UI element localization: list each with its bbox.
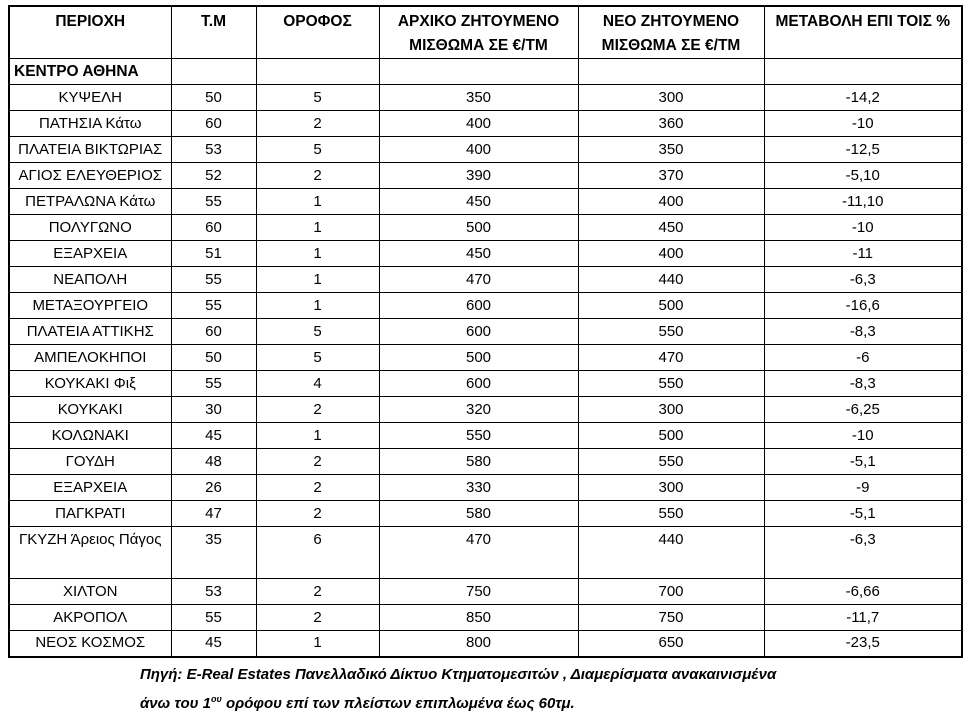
cell-area: ΕΞΑΡΧΕΙΑ (9, 475, 171, 501)
group-label: ΚΕΝΤΡΟ ΑΘΗΝΑ (9, 59, 171, 85)
cell-sqm: 52 (171, 163, 256, 189)
cell-new_rent: 360 (578, 111, 764, 137)
cell-sqm: 48 (171, 449, 256, 475)
cell-change_pct: -5,1 (764, 501, 962, 527)
cell-change_pct: -5,1 (764, 449, 962, 475)
cell-initial_rent: 580 (379, 449, 578, 475)
cell-sqm: 45 (171, 631, 256, 657)
cell-sqm: 55 (171, 189, 256, 215)
table-row (9, 85, 962, 111)
table-body (9, 59, 962, 657)
column-header: ΜΕΤΑΒΟΛΗ ΕΠΙ ΤΟΙΣ % (764, 6, 962, 59)
cell-sqm: 30 (171, 397, 256, 423)
source-line-2-rest: ορόφου επί των πλείστων επιπλωμένα έως 60τμ. (221, 694, 575, 712)
cell-initial_rent: 450 (379, 241, 578, 267)
column-header: Τ.Μ (171, 6, 256, 59)
cell-floor: 5 (256, 319, 379, 345)
column-header: ΠΕΡΙΟΧΗ (9, 6, 171, 59)
table-row (9, 241, 962, 267)
cell-new_rent: 350 (578, 137, 764, 163)
cell-sqm: 50 (171, 345, 256, 371)
cell-new_rent: 450 (578, 215, 764, 241)
empty-cell (764, 59, 962, 85)
cell-area: ΕΞΑΡΧΕΙΑ (9, 241, 171, 267)
table-row (9, 137, 962, 163)
rent-table (8, 5, 963, 658)
cell-change_pct: -8,3 (764, 371, 962, 397)
cell-sqm: 47 (171, 501, 256, 527)
cell-floor: 1 (256, 267, 379, 293)
cell-new_rent: 700 (578, 579, 764, 605)
table-row (9, 111, 962, 137)
cell-new_rent: 550 (578, 449, 764, 475)
cell-floor: 1 (256, 423, 379, 449)
cell-new_rent: 550 (578, 371, 764, 397)
column-header: ΑΡΧΙΚΟ ΖΗΤΟΥΜΕΝΟ ΜΙΣΘΩΜΑ ΣΕ €/ΤΜ (379, 6, 578, 59)
cell-area: ΚΟΛΩΝΑΚΙ (9, 423, 171, 449)
table-row (9, 293, 962, 319)
cell-new_rent: 400 (578, 189, 764, 215)
cell-area: ΝΕΑΠΟΛΗ (9, 267, 171, 293)
table-row (9, 423, 962, 449)
cell-change_pct: -6,25 (764, 397, 962, 423)
cell-initial_rent: 470 (379, 267, 578, 293)
cell-change_pct: -6,66 (764, 579, 962, 605)
column-header: ΝΕΟ ΖΗΤΟΥΜΕΝΟ ΜΙΣΘΩΜΑ ΣΕ €/ΤΜ (578, 6, 764, 59)
cell-floor: 2 (256, 397, 379, 423)
cell-area: ΚΟΥΚΑΚΙ (9, 397, 171, 423)
cell-change_pct: -14,2 (764, 85, 962, 111)
cell-initial_rent: 600 (379, 371, 578, 397)
cell-area: ΝΕΟΣ ΚΟΣΜΟΣ (9, 631, 171, 657)
cell-area: ΑΚΡΟΠΟΛ (9, 605, 171, 631)
group-row (9, 59, 962, 85)
cell-sqm: 55 (171, 293, 256, 319)
cell-new_rent: 440 (578, 527, 764, 579)
cell-sqm: 60 (171, 111, 256, 137)
cell-new_rent: 470 (578, 345, 764, 371)
cell-initial_rent: 470 (379, 527, 578, 579)
table-row (9, 605, 962, 631)
cell-floor: 1 (256, 293, 379, 319)
empty-cell (379, 59, 578, 85)
cell-new_rent: 500 (578, 293, 764, 319)
cell-area: ΓΚΥΖΗ Άρειος Πάγος (9, 527, 171, 579)
cell-area: ΠΟΛΥΓΩΝΟ (9, 215, 171, 241)
cell-change_pct: -5,10 (764, 163, 962, 189)
cell-initial_rent: 350 (379, 85, 578, 111)
source-line-2 (140, 687, 961, 716)
cell-change_pct: -6,3 (764, 527, 962, 579)
cell-area: ΠΑΤΗΣΙΑ Κάτω (9, 111, 171, 137)
table-row (9, 475, 962, 501)
cell-area: ΑΓΙΟΣ ΕΛΕΥΘΕΡΙΟΣ (9, 163, 171, 189)
cell-floor: 1 (256, 241, 379, 267)
empty-cell (171, 59, 256, 85)
cell-area: ΠΕΤΡΑΛΩΝΑ Κάτω (9, 189, 171, 215)
cell-floor: 1 (256, 215, 379, 241)
cell-floor: 2 (256, 579, 379, 605)
source-line-2-superscript: ου (211, 693, 222, 704)
cell-floor: 4 (256, 371, 379, 397)
cell-initial_rent: 400 (379, 137, 578, 163)
cell-change_pct: -8,3 (764, 319, 962, 345)
cell-sqm: 55 (171, 371, 256, 397)
cell-sqm: 45 (171, 423, 256, 449)
cell-floor: 2 (256, 449, 379, 475)
cell-change_pct: -11 (764, 241, 962, 267)
table-row (9, 319, 962, 345)
cell-new_rent: 300 (578, 85, 764, 111)
table-row (9, 397, 962, 423)
cell-sqm: 35 (171, 527, 256, 579)
cell-initial_rent: 450 (379, 189, 578, 215)
cell-initial_rent: 390 (379, 163, 578, 189)
cell-new_rent: 370 (578, 163, 764, 189)
table-row (9, 631, 962, 657)
cell-sqm: 55 (171, 267, 256, 293)
cell-sqm: 26 (171, 475, 256, 501)
table-row (9, 163, 962, 189)
cell-change_pct: -10 (764, 215, 962, 241)
cell-change_pct: -23,5 (764, 631, 962, 657)
cell-change_pct: -11,10 (764, 189, 962, 215)
cell-new_rent: 440 (578, 267, 764, 293)
cell-initial_rent: 750 (379, 579, 578, 605)
cell-new_rent: 750 (578, 605, 764, 631)
cell-new_rent: 400 (578, 241, 764, 267)
cell-floor: 1 (256, 189, 379, 215)
cell-new_rent: 550 (578, 319, 764, 345)
cell-area: ΑΜΠΕΛΟΚΗΠΟΙ (9, 345, 171, 371)
cell-area: ΓΟΥΔΗ (9, 449, 171, 475)
cell-sqm: 60 (171, 319, 256, 345)
header-row (9, 6, 962, 59)
cell-area: ΜΕΤΑΞΟΥΡΓΕΙΟ (9, 293, 171, 319)
cell-change_pct: -6,3 (764, 267, 962, 293)
cell-sqm: 60 (171, 215, 256, 241)
cell-floor: 5 (256, 137, 379, 163)
cell-floor: 1 (256, 631, 379, 657)
cell-change_pct: -6 (764, 345, 962, 371)
cell-new_rent: 300 (578, 475, 764, 501)
cell-new_rent: 550 (578, 501, 764, 527)
cell-floor: 2 (256, 163, 379, 189)
cell-area: ΚΥΨΕΛΗ (9, 85, 171, 111)
cell-floor: 2 (256, 501, 379, 527)
table-row (9, 215, 962, 241)
cell-new_rent: 650 (578, 631, 764, 657)
cell-sqm: 50 (171, 85, 256, 111)
cell-initial_rent: 850 (379, 605, 578, 631)
table-row (9, 189, 962, 215)
cell-sqm: 55 (171, 605, 256, 631)
empty-cell (578, 59, 764, 85)
cell-sqm: 51 (171, 241, 256, 267)
cell-initial_rent: 800 (379, 631, 578, 657)
cell-change_pct: -16,6 (764, 293, 962, 319)
cell-sqm: 53 (171, 579, 256, 605)
cell-floor: 5 (256, 345, 379, 371)
cell-sqm: 53 (171, 137, 256, 163)
cell-initial_rent: 320 (379, 397, 578, 423)
cell-initial_rent: 500 (379, 215, 578, 241)
column-header: ΟΡΟΦΟΣ (256, 6, 379, 59)
cell-change_pct: -9 (764, 475, 962, 501)
cell-change_pct: -10 (764, 111, 962, 137)
empty-cell (256, 59, 379, 85)
cell-initial_rent: 550 (379, 423, 578, 449)
cell-initial_rent: 600 (379, 293, 578, 319)
table-row (9, 501, 962, 527)
table-row (9, 267, 962, 293)
cell-area: ΠΛΑΤΕΙΑ ΑΤΤΙΚΗΣ (9, 319, 171, 345)
table-row (9, 449, 962, 475)
source-note (8, 663, 961, 716)
cell-initial_rent: 600 (379, 319, 578, 345)
table-row (9, 345, 962, 371)
cell-floor: 2 (256, 605, 379, 631)
cell-floor: 2 (256, 111, 379, 137)
table-row (9, 527, 962, 579)
table-row (9, 579, 962, 605)
cell-change_pct: -12,5 (764, 137, 962, 163)
cell-initial_rent: 500 (379, 345, 578, 371)
cell-initial_rent: 580 (379, 501, 578, 527)
source-line-2-prefix: άνω του 1 (140, 694, 212, 712)
cell-area: ΚΟΥΚΑΚΙ Φιξ (9, 371, 171, 397)
cell-area: ΧΙΛΤΟΝ (9, 579, 171, 605)
cell-floor: 6 (256, 527, 379, 579)
cell-initial_rent: 400 (379, 111, 578, 137)
cell-change_pct: -10 (764, 423, 962, 449)
cell-initial_rent: 330 (379, 475, 578, 501)
cell-floor: 5 (256, 85, 379, 111)
table-row (9, 371, 962, 397)
cell-floor: 2 (256, 475, 379, 501)
cell-area: ΠΛΑΤΕΙΑ ΒΙΚΤΩΡΙΑΣ (9, 137, 171, 163)
cell-change_pct: -11,7 (764, 605, 962, 631)
cell-area: ΠΑΓΚΡΑΤΙ (9, 501, 171, 527)
source-line-1: Πηγή: E-Real Estates Πανελλαδικό Δίκτυο Κτηματομεσιτών , Διαμερίσματα ανακαινισμένα (140, 665, 777, 683)
cell-new_rent: 500 (578, 423, 764, 449)
cell-new_rent: 300 (578, 397, 764, 423)
